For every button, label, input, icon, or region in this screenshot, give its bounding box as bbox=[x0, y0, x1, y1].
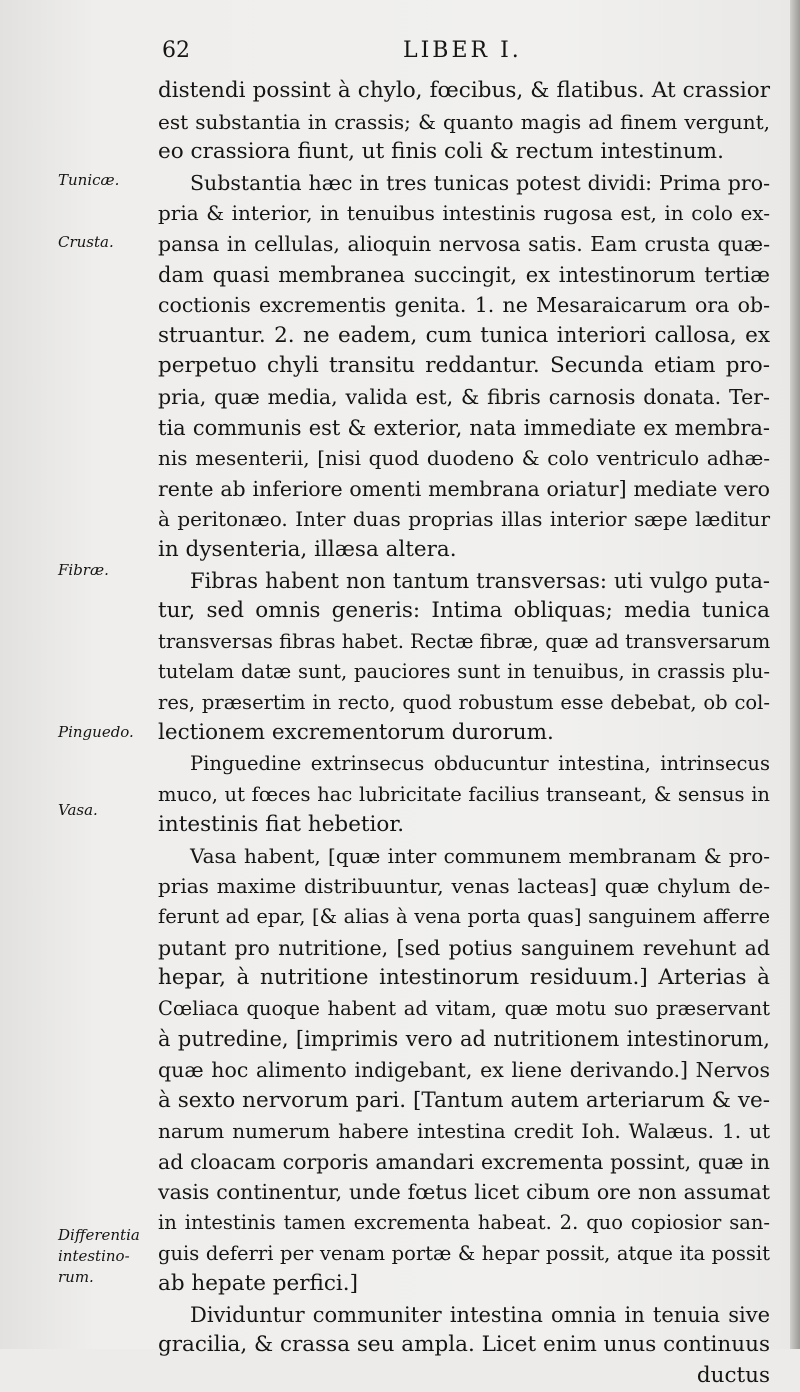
text-line: ad cloacam corporis amandari excrementa possint, quæ in bbox=[158, 1149, 770, 1174]
text-line: Dividuntur communiter intestina omnia in tenuia sive bbox=[190, 1302, 770, 1327]
text-line: putant pro nutritione, [sed potius sanguinem revehunt ad bbox=[158, 935, 770, 960]
text-line: struantur. 2. ne eadem, cum tunica interiori callosa, ex bbox=[158, 322, 770, 348]
margin-note-differentia-line: Differentia bbox=[58, 1226, 140, 1244]
text-line: intestinis fiat hebetior. bbox=[158, 812, 405, 838]
text-line: in dysenteria, illæsa altera. bbox=[158, 536, 457, 562]
text-line: nis mesenterii, [nisi quod duodeno & colo ventriculo adhæ- bbox=[158, 446, 770, 471]
running-head: LIBER I. bbox=[403, 38, 522, 63]
page-number: 62 bbox=[162, 38, 190, 63]
text-line: Pinguedine extrinsecus obducuntur intestina, intrinsecus bbox=[190, 752, 770, 776]
text-line: muco, ut fœces hac lubricitate facilius transeant, & sensus in bbox=[158, 782, 770, 806]
text-line: tutelam datæ sunt, pauciores sunt in tenuibus, in crassis plu- bbox=[158, 660, 770, 684]
text-line: est substantia in crassis; & quanto magis ad finem vergunt, bbox=[158, 109, 770, 134]
text-line: rente ab inferiore omenti membrana oriatur] mediate vero bbox=[158, 476, 770, 501]
text-line: Cœliaca quoque habent ad vitam, quæ motu suo præservant bbox=[158, 996, 770, 1020]
text-line: quæ hoc alimento indigebant, ex liene derivando.] Nervos bbox=[158, 1058, 770, 1082]
margin-note-tunicae: Tunicæ. bbox=[58, 171, 120, 189]
text-line: prias maxime distribuuntur, venas lacteas] quæ chylum de- bbox=[158, 874, 770, 899]
text-line: tur, sed omnis generis: Intima obliquas; media tunica bbox=[158, 598, 770, 624]
margin-note-differentia-line: rum. bbox=[58, 1268, 94, 1286]
margin-note-pinguedo: Pinguedo. bbox=[58, 723, 134, 741]
text-line: res, præsertim in recto, quod robustum esse debebat, ob col- bbox=[158, 690, 770, 714]
text-line: hepar, à nutritione intestinorum residuum.] Arterias à bbox=[158, 965, 770, 991]
text-line: Substantia hæc in tres tunicas potest dividi: Prima pro- bbox=[190, 170, 770, 195]
page-edge bbox=[790, 0, 800, 1349]
text-line: pansa in cellulas, alioquin nervosa satis. Eam crusta quæ- bbox=[158, 231, 770, 256]
text-line: eo crassiora fiunt, ut finis coli & rectum intestinum. bbox=[158, 139, 724, 165]
margin-note-differentia-line: intestino- bbox=[58, 1247, 130, 1265]
text-line: dam quasi membranea succingit, ex intestinorum tertiæ bbox=[158, 262, 770, 287]
text-line: in intestinis tamen excrementa habeat. 2. quo copiosior san- bbox=[158, 1210, 770, 1234]
margin-note-crusta: Crusta. bbox=[58, 233, 114, 251]
margin-note-differentia bbox=[58, 1225, 140, 1288]
margin-note-vasa: Vasa. bbox=[58, 801, 98, 819]
text-line: coctionis excrementis genita. 1. ne Mesaraicarum ora ob- bbox=[158, 293, 770, 318]
text-line: lectionem excrementorum durorum. bbox=[158, 720, 554, 746]
text-line: transversas fibras habet. Rectæ fibræ, quæ ad transversarum bbox=[158, 629, 771, 653]
text-line: à putredine, [imprimis vero ad nutritionem intestinorum, bbox=[158, 1027, 770, 1052]
text-line: pria, quæ media, valida est, & fibris carnosis donata. Ter- bbox=[158, 384, 770, 409]
text-line: gracilia, & crassa seu ampla. Licet enim unus continuus bbox=[158, 1332, 771, 1358]
text-line: perpetuo chyli transitu reddantur. Secunda etiam pro- bbox=[158, 353, 770, 379]
text-line: Fibras habent non tantum transversas: uti vulgo puta- bbox=[190, 568, 770, 593]
text-line: à sexto nervorum pari. [Tantum autem arteriarum & ve- bbox=[158, 1087, 770, 1113]
text-line: guis deferri per venam portæ & hepar possit, atque ita possit bbox=[158, 1241, 770, 1265]
text-line: ferunt ad epar, [& alias à vena porta quas] sanguinem afferre bbox=[158, 905, 770, 929]
text-line: narum numerum habere intestina credit Ioh. Walæus. 1. ut bbox=[158, 1119, 770, 1144]
text-line: Vasa habent, [quæ inter communem membranam & pro- bbox=[190, 843, 770, 868]
text-line: vasis continentur, unde fœtus licet cibum ore non assumat bbox=[158, 1180, 770, 1205]
text-line: distendi possint à chylo, fœcibus, & flatibus. At crassior bbox=[158, 78, 770, 103]
text-line: pria & interior, in tenuibus intestinis rugosa est, in colo ex- bbox=[158, 201, 770, 226]
body-text bbox=[158, 76, 770, 1392]
text-line: tia communis est & exterior, nata immediate ex membra- bbox=[158, 415, 770, 440]
text-line: ab hepate perfici.] bbox=[158, 1271, 359, 1297]
text-line: à peritonæo. Inter duas proprias illas interior sæpe læditur bbox=[158, 507, 770, 532]
margin-note-fibrae: Fibræ. bbox=[58, 561, 109, 579]
catchword: ductus bbox=[696, 1362, 770, 1388]
